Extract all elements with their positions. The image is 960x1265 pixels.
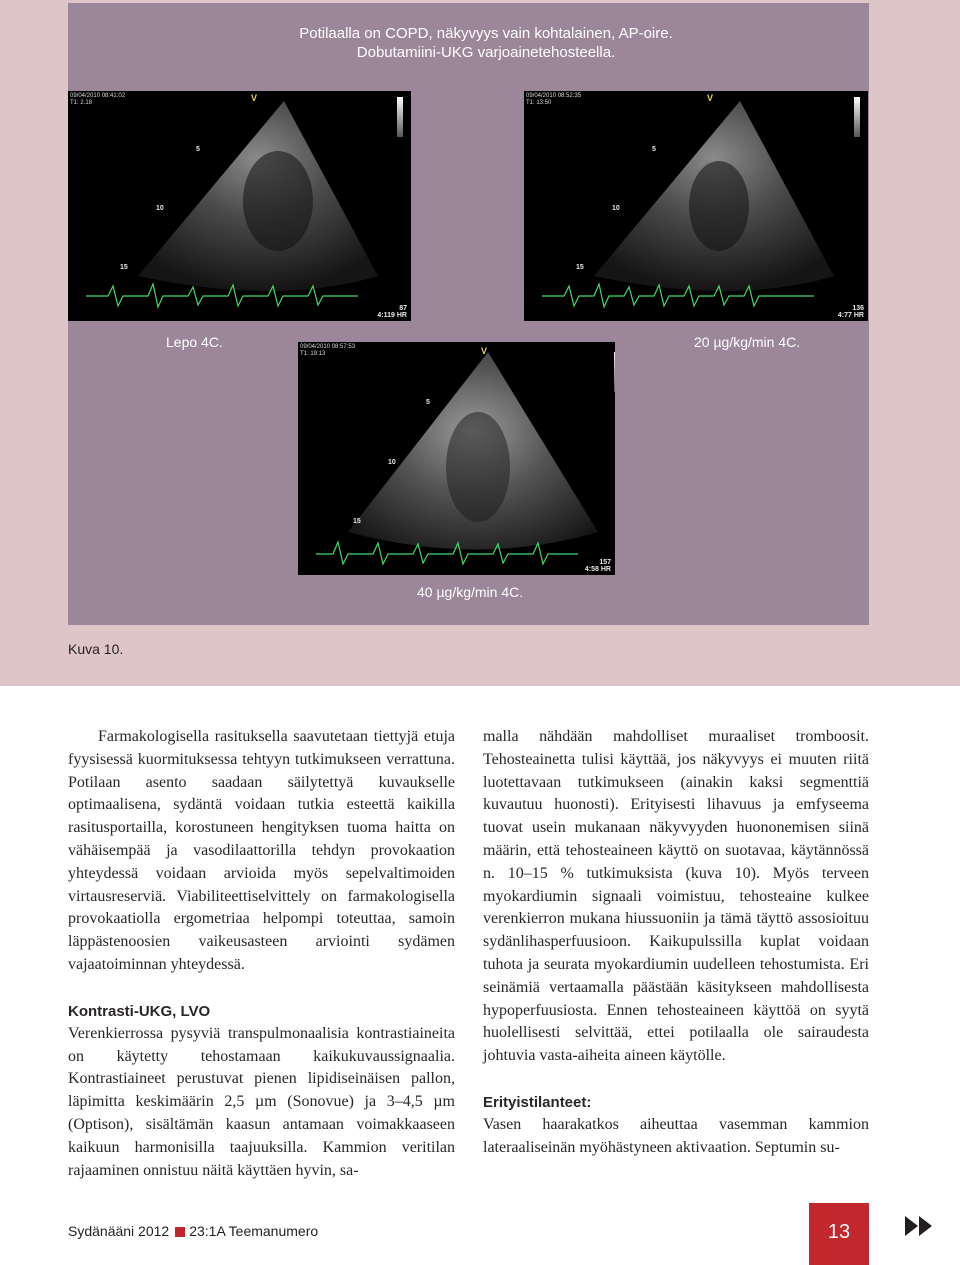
echo-image-20 (524, 91, 868, 321)
depth-mark-15: 15 (353, 518, 361, 525)
article-column-right (483, 726, 869, 1160)
journal-name: Sydänääni 2012 (68, 1223, 170, 1239)
grayscale-bar (854, 97, 860, 137)
echo-time-index: T1: 13:50 (526, 100, 552, 106)
heart-rate-readout (585, 559, 611, 573)
heart-rate-unit: HR (396, 312, 407, 319)
echo-image-rest (68, 91, 411, 321)
echo-header (300, 344, 355, 358)
depth-mark-10: 10 (388, 459, 396, 466)
depth-mark-10: 10 (612, 205, 620, 212)
echo-label-40: 40 µg/kg/min 4C. (417, 584, 524, 600)
paragraph-pharmacological-stress: Farmakologisella rasituksella saavutetaan tiettyjä etuja fyysisessä kuormituksessa tehtyyn tutkimukseen verrattuna. Potilaan asento saadaan säilytettyä kuvaukselle optimaalisena, sydäntä voidaan tutkia esteettä kaikilla rasitusportailla, korostuneen hengityksen tuoma haitta on vähäisempää ja vasodilaattorilla tehdyn provokaation yhteydessä voidaan arvioida myös sepelvaltimoiden virtausreserviä. Viabiliteettiselvittely on farmakologisella provokaatiolla ergometriaa helpompi toteuttaa, samoin läppästenoosien vaikeusasteen arviointi sydämen vajaatoiminnan yhteydessä. (68, 728, 455, 973)
echo-time-index: T1: 19:13 (300, 351, 326, 357)
echo-timestamp: 09/04/2010 08:57:53 (300, 344, 356, 350)
heart-rate-readout (377, 305, 407, 319)
figure-caption-line-2: Dobutamiini-UKG varjoainetehosteella. (356, 44, 616, 61)
heart-rate-ratio: 4:77 (837, 312, 852, 319)
depth-mark-15: 15 (576, 264, 584, 271)
echo-timestamp: 09/04/2010 08:52:35 (526, 93, 582, 99)
depth-mark-10: 10 (156, 205, 164, 212)
red-square-icon (175, 1227, 185, 1237)
paragraph-bundle-branch-block: Vasen haarakatkos aiheuttaa vasemman kammion lateraaliseinän myöhästyneen aktivaation. Septumin su- (483, 1115, 869, 1156)
heading-special-situations: Erityistilanteet: (483, 1093, 592, 1111)
heart-rate-unit: HR (853, 312, 864, 319)
depth-mark-5: 5 (196, 146, 200, 153)
echo-header (526, 93, 581, 107)
article-column-left (68, 726, 455, 1182)
depth-mark-5: 5 (652, 146, 656, 153)
probe-marker-v: V (481, 346, 488, 356)
footer-journal-info (68, 1223, 318, 1239)
echo-time-index: T1: 2.18 (70, 100, 93, 106)
paragraph-contrast-usage: malla nähdään mahdolliset muraaliset tromboosit. Tehosteainetta tulisi käyttää, jos näkyvyys ei muuten riitä luotettavaan tutkimukseen (ainakin kaksi segmenttiä kuvautuu huonosti). Erityisesti lihavuus ja emfyseema tuovat usein mukanaan näkyvyyden huononemisen siinä määrin, että tehosteaineen käyttö on suotavaa, käytännössä n. 10–15 % tutkimuksista (kuva 10). Myös terveen myokardiumin signaali voimistuu, tehosteaine kulkee verenkierron mukana hiussuoniin ja tämä täyttö assosioituu sydänlihasperfuusioon. Kaikupulssilla kuplat voidaan tuhota ja seurata myokardiumin uudelleen tehostumista. Eri seinämiä vertaamalla päästään käsitykseen mahdollisesta hypoperfuusiosta. Ennen tehosteaineen käyttöä on syytä huolellisesti selvittää, ettei potilaalla ole sairaudesta johtuvia vasta-aiheita aineen käytölle. (483, 728, 869, 1065)
echo-image-40 (298, 342, 615, 575)
echo-header (70, 93, 125, 107)
next-page-arrows-icon (905, 1216, 935, 1241)
heart-rate-ratio: 4:119 (377, 312, 395, 319)
heading-contrast-ukg: Kontrasti-UKG, LVO (68, 1002, 211, 1020)
heart-rate-value: 136 (852, 305, 864, 312)
grayscale-bar (614, 352, 615, 392)
figure-caption (0, 24, 960, 62)
figure-caption-line-1: Potilaalla on COPD, näkyvyys vain kohtalainen, AP-oire. (299, 25, 673, 42)
echo-timestamp: 09/04/2010 08:41:02 (70, 93, 126, 99)
heart-rate-value: 157 (599, 559, 611, 566)
heart-rate-unit: HR (600, 566, 611, 573)
heart-rate-ratio: 4:58 (584, 566, 599, 573)
echo-sector-graphic (68, 91, 411, 321)
heart-rate-value: 87 (399, 305, 407, 312)
echo-label-20: 20 µg/kg/min 4C. (694, 334, 801, 350)
figure-number: Kuva 10. (68, 641, 124, 657)
grayscale-bar (397, 97, 403, 137)
page-number: 13 (809, 1203, 869, 1265)
depth-mark-5: 5 (426, 399, 430, 406)
echo-sector-graphic (298, 342, 615, 575)
heart-rate-readout (838, 305, 864, 319)
probe-marker-v: V (707, 93, 714, 103)
depth-mark-15: 15 (120, 264, 128, 271)
paragraph-contrast-agents: Verenkierrossa pysyviä transpulmonaalisia kontrastiaineita on käytetty tehostamaan kaikukuvaussignaalia. Kontrastiaineet perustuvat pienen lipidiseinäisen pallon, läpimitta keskimäärin 2,5 µm (Sonovue) ja 3–4,5 µm (Optison), sisältämän kaasun antamaan voimakkaaseen kaikuun harmonisilla taajuuksilla. Kammion veritilan rajaaminen onnistuu näitä käyttäen hyvin, sa- (68, 1024, 455, 1179)
issue-name: 23:1A Teemanumero (189, 1223, 319, 1239)
echo-label-rest: Lepo 4C. (166, 334, 223, 350)
probe-marker-v: V (251, 93, 258, 103)
echo-sector-graphic (524, 91, 868, 321)
